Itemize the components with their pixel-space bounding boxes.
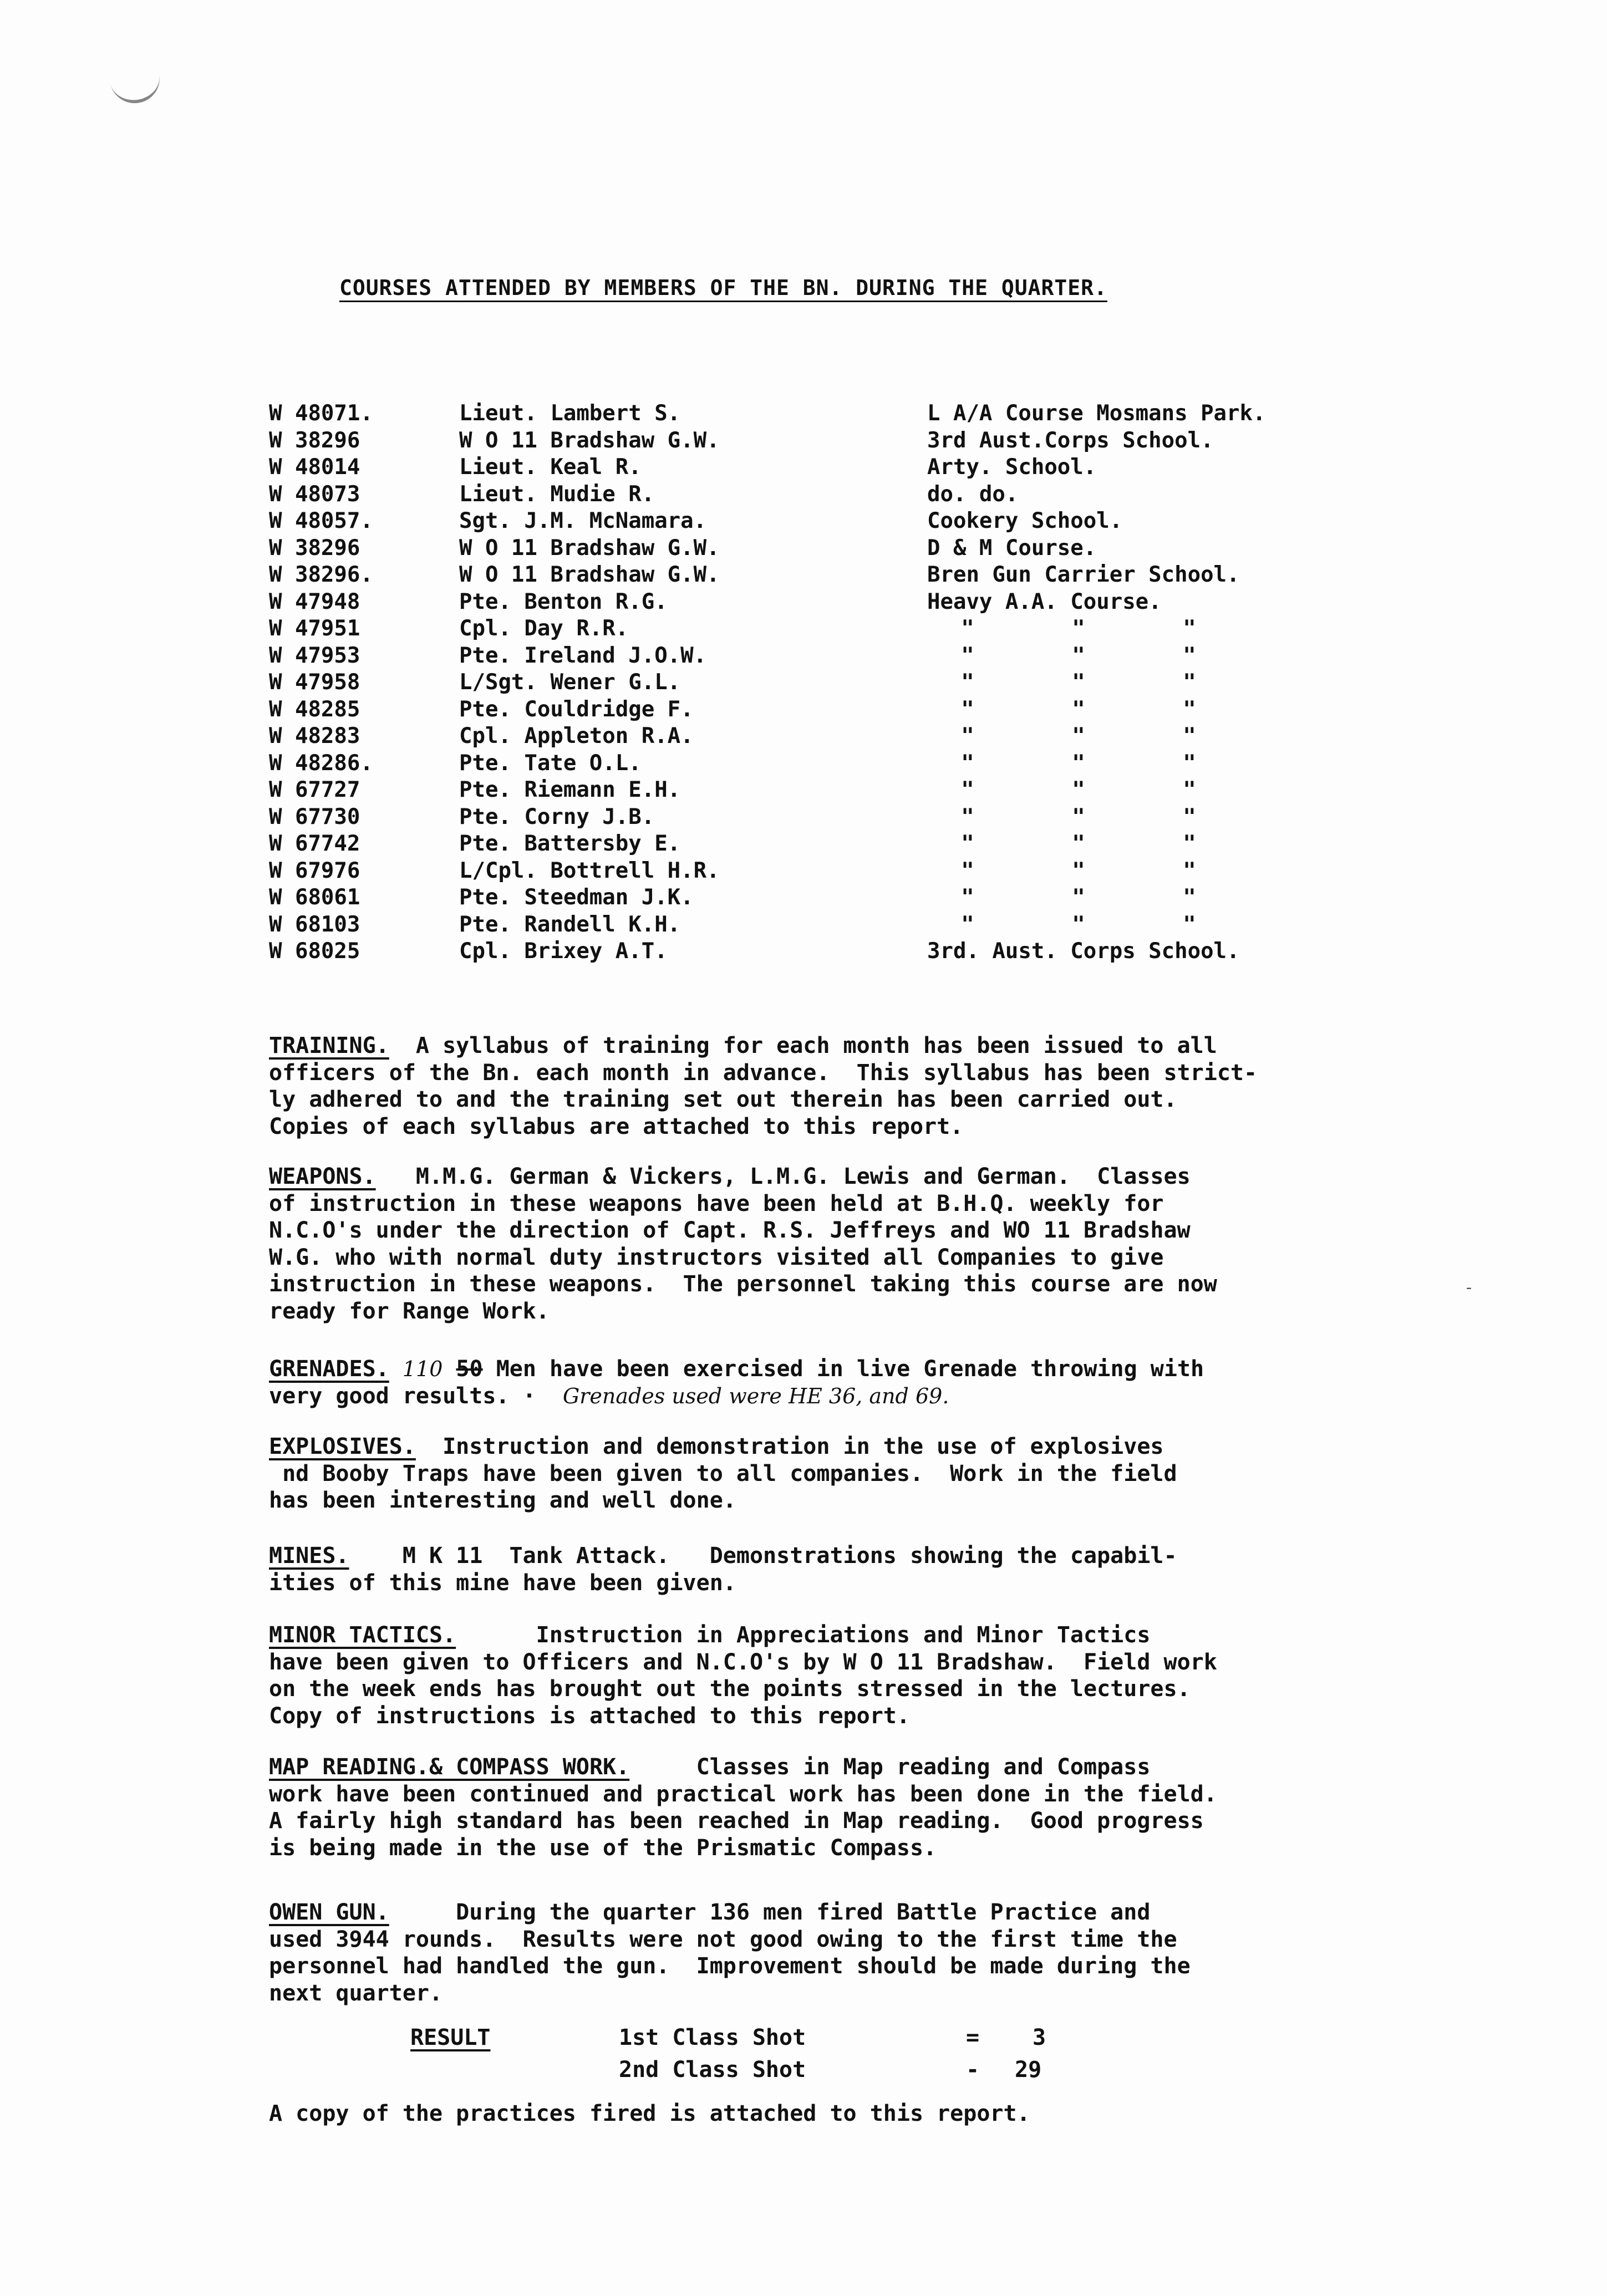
member-name: Cpl. Brixey A.T. — [459, 939, 668, 964]
ditto-mark: " — [1072, 885, 1085, 910]
ditto-marks — [957, 696, 1201, 724]
ditto-marks — [957, 858, 1201, 885]
ditto-mark: " — [961, 885, 974, 910]
service-number: W 47951 — [269, 616, 360, 641]
ditto-mark: " — [1183, 696, 1196, 722]
service-number: W 68025 — [269, 939, 360, 964]
ditto-mark: " — [1072, 750, 1085, 776]
ditto-mark: " — [1072, 696, 1085, 722]
ditto-marks — [957, 884, 1201, 912]
section-weapons: WEAPONS. M.M.G. German & Vickers, L.M.G. Lewis and German. Classes of instruction in these weapons have been held at B.H.Q. weekly for N.C.O's under the direction of Capt. R.S. Jeffreys and WO 11 Bradshaw W.G. who with normal duty instructors visited all Companies to give instruction in these weapons. The personnel taking this course are now ready for Range Work. — [269, 1164, 1217, 1324]
ditto-marks — [957, 669, 1201, 696]
ditto-mark: " — [1183, 670, 1196, 695]
ditto-mark: " — [1072, 670, 1085, 695]
ditto-mark: " — [1072, 643, 1085, 668]
service-number: W 68103 — [269, 912, 360, 937]
course-name: L A/A Course Mosmans Park. — [927, 401, 1266, 426]
service-number: W 48071. — [269, 401, 373, 426]
member-name: Lieut. Mudie R. — [459, 481, 655, 507]
ditto-marks — [957, 831, 1201, 858]
section-minor-tactics: MINOR TACTICS. Instruction in Appreciations and Minor Tactics have been given to Officers and N.C.O's by W O 11 Bradshaw. Field work on the week ends has brought out the points stressed in the lectures. Copy of instructions is attached to this report. — [269, 1622, 1217, 1729]
ditto-mark: " — [961, 696, 974, 722]
service-number: W 48073 — [269, 481, 360, 507]
course-name: Cookery School. — [927, 508, 1123, 533]
ditto-mark: " — [1072, 831, 1085, 856]
member-name: Pte. Randell K.H. — [459, 912, 681, 937]
result-first-label: 1st Class Shot — [619, 2025, 806, 2050]
result-label: RESULT — [410, 2025, 491, 2050]
ditto-marks — [957, 723, 1201, 750]
ditto-mark: " — [961, 750, 974, 776]
member-name: W O 11 Bradshaw G.W. — [459, 562, 720, 587]
member-name: Pte. Battersby E. — [459, 831, 681, 856]
member-name: Pte. Benton R.G. — [459, 589, 668, 614]
member-name: Pte. Steedman J.K. — [459, 885, 694, 910]
section-mines: MINES. M K 11 Tank Attack. Demonstrations showing the capabil- ities of this mine have been given. — [269, 1543, 1177, 1596]
ditto-mark: " — [1183, 616, 1196, 641]
result-second-value: 29 — [1015, 2057, 1042, 2083]
hole-mark — [108, 63, 164, 108]
ditto-mark: " — [1183, 912, 1196, 937]
section-grenades: GRENADES. 110 50 Men have been exercised in live Grenade throwing with very good results. · Grenades used were HE 36, and 69. — [269, 1356, 1204, 1409]
section-heading: MINOR TACTICS. — [269, 1622, 456, 1648]
course-name: Bren Gun Carrier School. — [927, 562, 1240, 587]
result-second-label: 2nd Class Shot — [619, 2057, 806, 2083]
course-name: do. do. — [927, 481, 1019, 507]
member-name: Pte. Riemann E.H. — [459, 777, 681, 802]
ditto-mark: " — [1183, 804, 1196, 829]
ditto-marks — [957, 750, 1201, 777]
service-number: W 48014 — [269, 455, 360, 480]
course-name: Arty. School. — [927, 455, 1097, 480]
section-heading: OWEN GUN. — [269, 1900, 389, 1925]
section-heading: MAP READING.& COMPASS WORK. — [269, 1754, 630, 1780]
ditto-marks — [957, 643, 1201, 670]
ditto-mark: " — [1183, 777, 1196, 802]
section-heading: MINES. — [269, 1543, 349, 1569]
ditto-mark: " — [961, 804, 974, 829]
member-name: Cpl. Appleton R.A. — [459, 724, 694, 749]
service-number: W 48286. — [269, 750, 373, 776]
ditto-mark: " — [961, 643, 974, 668]
service-number: W 48285 — [269, 696, 360, 722]
member-name: Cpl. Day R.R. — [459, 616, 629, 641]
ditto-mark: " — [1072, 858, 1085, 883]
section-heading: GRENADES. — [269, 1356, 389, 1382]
member-name: W O 11 Bradshaw G.W. — [459, 427, 720, 453]
member-name: L/Cpl. Bottrell H.R. — [459, 858, 720, 883]
ditto-mark: " — [961, 777, 974, 802]
service-number: W 67730 — [269, 804, 360, 829]
section-heading: WEAPONS. — [269, 1164, 376, 1189]
member-name: Pte. Corny J.B. — [459, 804, 655, 829]
ditto-mark: " — [1183, 858, 1196, 883]
member-name: W O 11 Bradshaw G.W. — [459, 535, 720, 561]
closing-line: A copy of the practices fired is attached to this report. — [269, 2101, 1030, 2126]
service-number: W 47948 — [269, 589, 360, 614]
member-name: Sgt. J.M. McNamara. — [459, 508, 707, 533]
ditto-mark: " — [961, 670, 974, 695]
service-number: W 67742 — [269, 831, 360, 856]
ditto-mark: " — [1072, 804, 1085, 829]
ditto-mark: " — [1183, 750, 1196, 776]
ditto-marks — [957, 777, 1201, 804]
service-number: W 38296 — [269, 427, 360, 453]
section-heading: TRAINING. — [269, 1033, 389, 1058]
section-owen-gun: OWEN GUN. During the quarter 136 men fired Battle Practice and used 3944 rounds. Results were not good owing to the first time the personnel had handled the gun. Improvement should be made during the next quarter. — [269, 1900, 1191, 2006]
struck-number: 50 — [456, 1356, 483, 1382]
service-number: W 67976 — [269, 858, 360, 883]
course-name: 3rd Aust.Corps School. — [927, 427, 1214, 453]
course-name: D & M Course. — [927, 535, 1097, 561]
result-first-eq: = — [966, 2025, 980, 2050]
course-name: 3rd. Aust. Corps School. — [927, 939, 1240, 964]
section-explosives: EXPLOSIVES. Instruction and demonstration in the use of explosives nd Booby Traps have been given to all companies. Work in the field has been interesting and well done. — [269, 1434, 1177, 1513]
ditto-mark: " — [1072, 616, 1085, 641]
section-map-reading: MAP READING.& COMPASS WORK. Classes in Map reading and Compass work have been continued and practical work has been done in the field. A fairly high standard has been reached in Map reading. Good progress is being made in the use of the Prismatic Compass. — [269, 1754, 1217, 1861]
ditto-mark: " — [961, 616, 974, 641]
member-name: Pte. Couldridge F. — [459, 696, 694, 722]
ditto-mark: " — [1183, 643, 1196, 668]
stray-mark: - — [1464, 1278, 1474, 1297]
service-number: W 48057. — [269, 508, 373, 533]
ditto-mark: " — [1072, 777, 1085, 802]
section-training: TRAINING. A syllabus of training for each month has been issued to all officers of the Bn. each month in advance. This syllabus has been strict- ly adhered to and the training set out therein has been carried out. Copies of each syllabus are attached to this report. — [269, 1033, 1258, 1139]
service-number: W 68061 — [269, 885, 360, 910]
ditto-mark: " — [1072, 724, 1085, 749]
ditto-marks — [957, 912, 1201, 939]
handwritten-note: Grenades used were HE 36, and 69. — [562, 1383, 949, 1408]
page-title: COURSES ATTENDED BY MEMBERS OF THE BN. DURING THE QUARTER. — [339, 276, 1107, 300]
service-number: W 47953 — [269, 643, 360, 668]
ditto-mark: " — [961, 912, 974, 937]
ditto-mark: " — [961, 831, 974, 856]
result-second-eq: - — [966, 2057, 980, 2083]
ditto-mark: " — [961, 724, 974, 749]
handwritten-number: 110 — [402, 1357, 443, 1381]
service-number: W 67727 — [269, 777, 360, 802]
ditto-mark: " — [961, 858, 974, 883]
service-number: W 48283 — [269, 724, 360, 749]
ditto-mark: " — [1072, 912, 1085, 937]
service-number: W 38296. — [269, 562, 373, 587]
member-name: Lieut. Keal R. — [459, 455, 642, 480]
ditto-mark: " — [1183, 724, 1196, 749]
section-heading: EXPLOSIVES. — [269, 1434, 416, 1459]
service-number: W 47958 — [269, 670, 360, 695]
ditto-mark: " — [1183, 885, 1196, 910]
member-name: Lieut. Lambert S. — [459, 401, 681, 426]
member-name: L/Sgt. Wener G.L. — [459, 670, 681, 695]
ditto-marks — [957, 804, 1201, 831]
course-name: Heavy A.A. Course. — [927, 589, 1162, 614]
member-name: Pte. Ireland J.O.W. — [459, 643, 707, 668]
service-number: W 38296 — [269, 535, 360, 561]
result-first-value: 3 — [1033, 2025, 1046, 2050]
ditto-mark: " — [1183, 831, 1196, 856]
ditto-marks — [957, 615, 1201, 643]
member-name: Pte. Tate O.L. — [459, 750, 642, 776]
